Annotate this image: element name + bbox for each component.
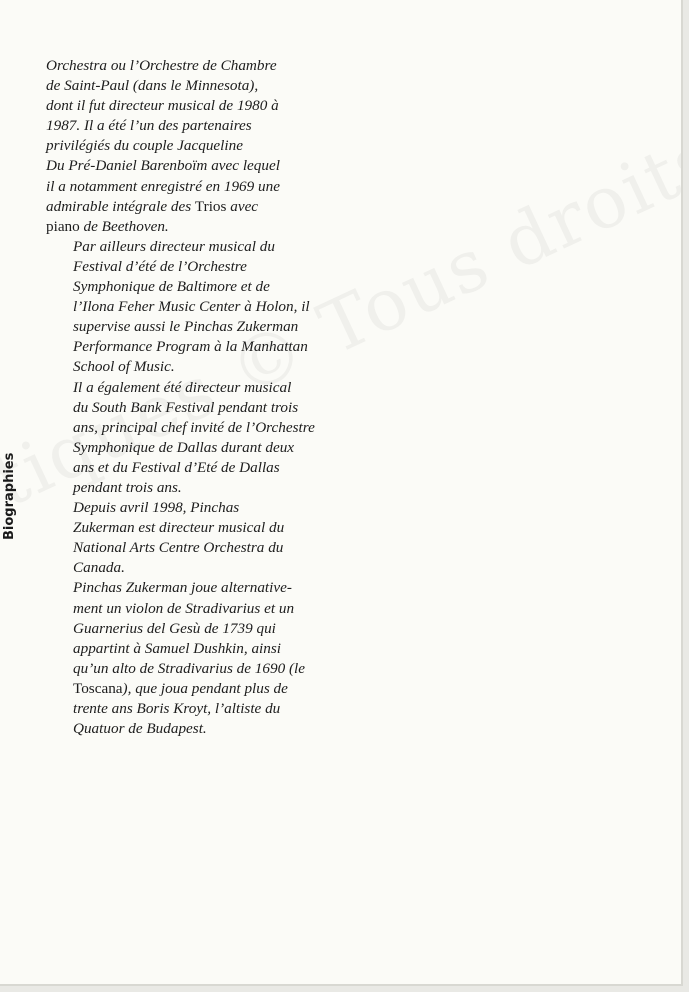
text-line — [46, 116, 356, 136]
biography-paragraph — [46, 378, 356, 499]
text-segment: piano — [46, 217, 80, 235]
text-line — [46, 719, 356, 739]
text-line — [46, 96, 356, 116]
text-segment: Symphonique de Baltimore et de — [73, 278, 270, 296]
text-line — [46, 277, 356, 297]
text-segment: ans, principal chef invité de l’Orchestre — [73, 418, 315, 436]
text-line — [46, 197, 356, 217]
text-segment: de Beethoven. — [79, 217, 169, 235]
text-segment: de Saint-Paul (dans le Minnesota), — [46, 77, 259, 95]
text-line — [46, 76, 356, 96]
text-line — [46, 56, 356, 76]
text-segment: Zukerman est directeur musical du — [73, 519, 285, 537]
text-segment: Quatuor de Budapest. — [73, 720, 207, 738]
text-line — [46, 578, 356, 598]
biography-text — [46, 56, 356, 739]
text-segment: Toscana — [73, 679, 123, 697]
text-segment: Symphonique de Dallas durant deux — [73, 438, 295, 456]
text-segment: Du Pré-Daniel Barenboïm avec lequel — [46, 157, 280, 175]
text-segment: Orchestra ou l’Orchestre de Chambre — [46, 57, 277, 74]
text-segment: admirable intégrale des — [46, 197, 195, 215]
biography-paragraph — [46, 56, 356, 237]
text-segment: Par ailleurs directeur musical du — [73, 237, 275, 255]
text-segment: Depuis avril 1998, Pinchas — [73, 499, 240, 517]
text-segment: il a notamment enregistré en 1969 une — [46, 177, 280, 195]
text-line — [46, 237, 356, 257]
text-segment: School of Music. — [73, 358, 175, 376]
text-line — [46, 458, 356, 478]
text-line — [46, 558, 356, 578]
text-line — [46, 679, 356, 699]
text-line — [46, 619, 356, 639]
text-segment: l’Ilona Feher Music Center à Holon, il — [73, 298, 310, 316]
text-line — [46, 297, 356, 317]
text-segment: 1987. Il a été l’un des partenaires — [46, 117, 252, 135]
text-line — [46, 378, 356, 398]
text-line — [46, 317, 356, 337]
text-line — [46, 659, 356, 679]
text-segment: supervise aussi le Pinchas Zukerman — [73, 318, 299, 336]
text-segment: ), que joua pendant plus de — [122, 679, 288, 697]
text-line — [46, 599, 356, 619]
biography-paragraph — [46, 498, 356, 578]
text-line — [46, 418, 356, 438]
text-segment: ment un violon de Stradivarius et un — [73, 599, 295, 617]
text-line — [46, 538, 356, 558]
biography-paragraph — [46, 578, 356, 739]
text-line — [46, 398, 356, 418]
text-segment: National Arts Centre Orchestra du — [73, 539, 284, 557]
text-segment: dont il fut directeur musical de 1980 à — [46, 97, 279, 115]
text-line — [46, 498, 356, 518]
text-line — [46, 639, 356, 659]
section-side-label: Biographies — [2, 452, 17, 540]
text-segment: trente ans Boris Kroyt, l’altiste du — [73, 700, 281, 717]
text-segment: appartint à Samuel Dushkin, ainsi — [73, 639, 281, 657]
text-segment: Guarnerius del Gesù de 1739 qui — [73, 619, 276, 637]
text-segment: avec — [226, 197, 259, 215]
text-line — [46, 518, 356, 538]
text-line — [46, 438, 356, 458]
text-segment: Trios — [194, 197, 227, 215]
text-segment: privilégiés du couple Jacqueline — [46, 137, 243, 155]
text-segment: Pinchas Zukerman joue alternative- — [73, 579, 292, 597]
text-segment: ans et du Festival d’Eté de Dallas — [73, 458, 280, 476]
text-segment: Il a également été directeur musical — [73, 378, 292, 396]
text-line — [46, 177, 356, 197]
biography-paragraph — [46, 237, 356, 378]
text-segment: du South Bank Festival pendant trois — [73, 398, 299, 416]
text-line — [46, 337, 356, 357]
text-line — [46, 257, 356, 277]
text-segment: Canada. — [73, 559, 125, 577]
text-line — [46, 699, 356, 719]
text-segment: Festival d’été de l’Orchestre — [73, 257, 247, 275]
text-line — [46, 217, 356, 237]
text-line — [46, 357, 356, 377]
text-segment: qu’un alto de Stradivarius de 1690 (le — [73, 659, 306, 677]
text-segment: Performance Program à la Manhattan — [73, 338, 308, 356]
text-segment: pendant trois ans. — [73, 478, 182, 496]
text-line — [46, 478, 356, 498]
text-line — [46, 136, 356, 156]
text-line — [46, 156, 356, 176]
